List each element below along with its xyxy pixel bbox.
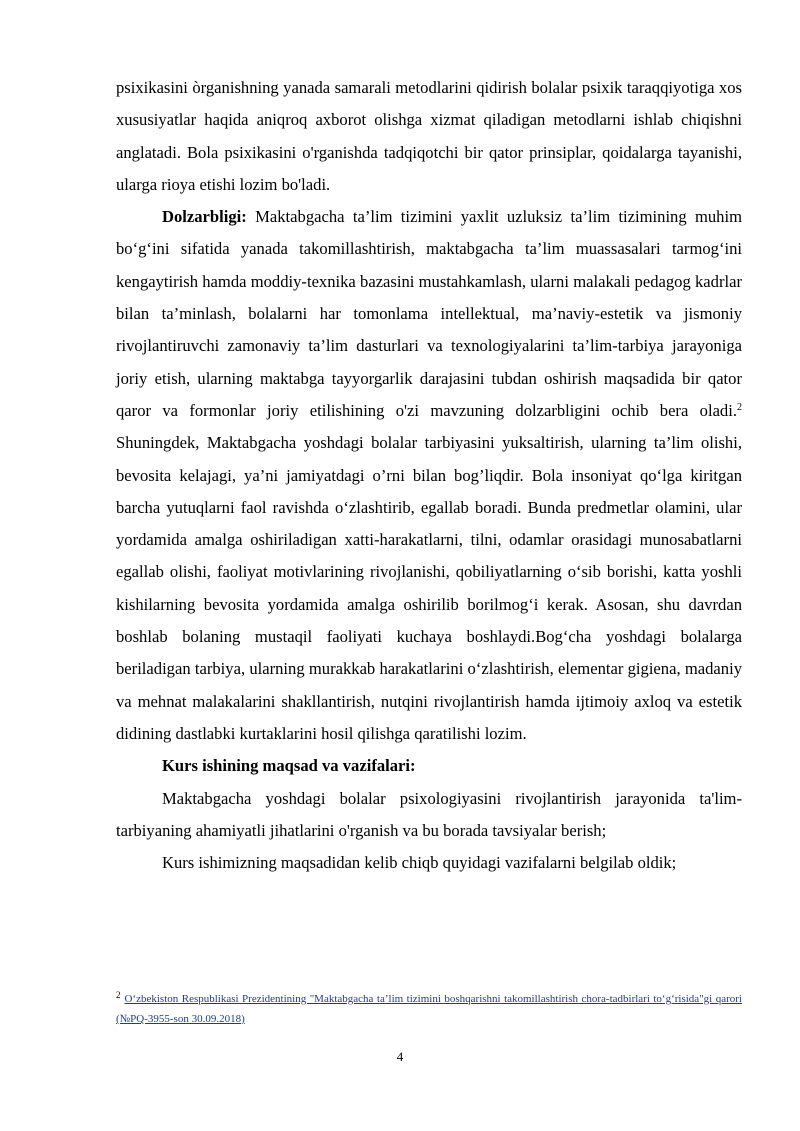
paragraph-goal: Maktabgacha yoshdagi bolalar psixologiyasini rivojlantirish jarayonida ta'lim-tarbiyaning ahamiyatli jihatlarini o'rganish va bu borada tavsiyalar berish; <box>116 788 742 840</box>
relevance-text-continued: Shuningdek, Maktabgacha yoshdagi bolalar tarbiyasini yuksaltirish, ularning ta’lim olishi, bevosita kelajagi, ya’ni jamiyatdagi o’rni bilan bog’liqdir. Bola insoniyat qo‘lga kiritgan barcha yutuqlarni faol ravishda o‘zlashtirib, egallab boradi. Bunda predmetlar olamini, ular yordamida amalga oshiriladigan xatti-harakatlarni, tilni, odamlar orasidagi munosabatlarni egallab olishi, faoliyat motivlarining rivojlanishi, qobiliyatlarning o‘sib borishi, katta yoshli kishilarning bevosita yordamida amalga oshirilib borilmog‘i kerak. Asosan, shu davrdan boshlab bolaning mustaqil faoliyati kuchaya boshlaydi.Bog‘cha yoshdagi bolalarga beriladigan tarbiya, ularning murakkab harakatlarini o‘zlashtirish, elementar gigiena, madaniy va mehnat malakalarini shakllantirish, nutqini rivojlantirish hamda ijtimoiy axloq va estetik didining dastlabki kurtaklarini hosil qilishga qaratilishi lozim. <box>116 433 742 743</box>
relevance-label: Dolzarbligi: <box>162 207 247 227</box>
paragraph-tasks: Kurs ishimizning maqsadidan kelib chiqb quyidagi vazifalarni belgilab oldik; <box>162 853 677 873</box>
relevance-text: Maktabgacha ta’lim tizimini yaxlit uzluksiz ta’lim tizimining muhim bo‘g‘ini sifatida yanada takomillashtirish, maktabgacha ta’lim muassasalari tarmog‘ini kengaytirish hamda moddiy-texnika bazasini mustahkamlash, ularni malakali pedagog kadrlar bilan ta’minlash, bolalarni har tomonlama intellektual, ma’naviy-estetik va jismoniy rivojlantiruvchi zamonaviy ta’lim dasturlari va texnologiyalarini ta’lim-tarbiya jarayoniga joriy etish, ularning maktabga tayyorgarlik darajasini tubdan oshirish maqsadida bir qator qaror va formonlar joriy etilishining o'zi mavzuning dolzarbligini ochib bera oladi. <box>116 207 742 420</box>
footnote-number: 2 <box>116 990 121 1000</box>
page-number: 4 <box>396 1049 404 1064</box>
paragraph-relevance <box>116 201 742 750</box>
footnote <box>116 985 742 1029</box>
paragraph-intro: psixikasini òrganishning yanada samarali metodlarini qidirish bolalar psixik taraqqiyotiga xos xususiyatlar haqida aniqroq axborot olishga xizmat qiladigan metodlarni ishlab chiqishni anglatadi. Bola psixikasini o'rganishda tadqiqotchi bir qator prinsiplar, qoidalarga tayanishi, ularga rioya etishi lozim bo'ladi. <box>116 78 742 194</box>
footnote-link[interactable]: O‘zbekiston Respublikasi Prezidentining "Maktabgacha ta’lim tizimini boshqarishni takomillashtirish chora-tadbirlari to‘g‘risida"gi qarori (№PQ-3955-son 30.09.2018) <box>116 993 742 1025</box>
footnote-ref[interactable]: 2 <box>737 401 742 413</box>
section-heading: Kurs ishining maqsad va vazifalari: <box>162 756 416 776</box>
body-text <box>116 72 742 879</box>
